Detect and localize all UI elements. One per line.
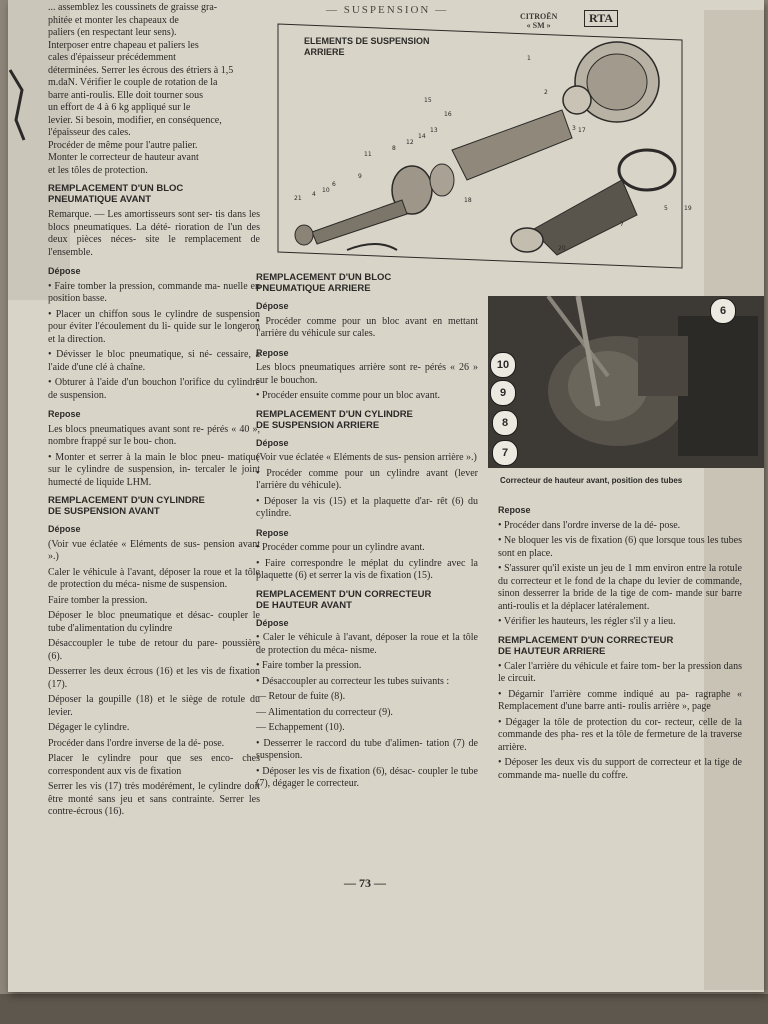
text-line: l'épaisseur des cales. <box>48 127 131 138</box>
margin-drawing-fragment <box>8 60 28 150</box>
right-column <box>498 498 742 785</box>
rta-logo: RTA <box>584 10 618 27</box>
heading-line: DE HAUTEUR AVANT <box>256 599 352 611</box>
step-item: • Désaccoupler au correcteur les tubes suivants : <box>256 675 450 687</box>
running-head: — SUSPENSION — <box>326 4 449 16</box>
left-column <box>48 2 260 822</box>
step-item: Déposer la goupille (18) et le siège de rotule du levier. <box>48 694 260 718</box>
part-number-label: 21 <box>294 195 302 202</box>
figure-title-line: ELEMENTS DE SUSPENSION <box>304 36 430 46</box>
step-item: • Procéder comme pour un bloc avant en mettant l'arrière du véhicule sur cales. <box>256 315 478 339</box>
subheading-repose: Repose <box>498 505 531 515</box>
text-line: m.daN. Vérifier le couple de rotation de la <box>48 77 218 88</box>
heading-line: PNEUMATIQUE ARRIERE <box>256 283 371 294</box>
text-line: paliers (en respectant leur sens). <box>48 27 177 38</box>
text-line: cales d'épaisseur précédemment <box>48 52 176 63</box>
callout-7: 7 <box>492 440 518 466</box>
part-number-label: 6 <box>332 181 336 188</box>
part-number-label: 9 <box>358 173 362 180</box>
section-heading <box>48 183 260 205</box>
step-item: Dégager le cylindre. <box>48 722 130 733</box>
subheading-depose: Dépose <box>48 266 81 276</box>
step-item: (Voir vue éclatée « Eléments de sus- pension avant ».) <box>48 538 260 562</box>
part-number-label: 13 <box>430 127 438 134</box>
step-item: • Caler le véhicule à l'avant, déposer la roue et la tôle de protection du méca- nisme. <box>256 632 478 656</box>
part-number-label: 8 <box>392 145 396 152</box>
heading-line: REMPLACEMENT D'UN CORRECTEUR <box>498 634 674 646</box>
callout-6: 6 <box>710 298 736 324</box>
figure-title <box>304 36 434 58</box>
step-item: Placer le cylindre pour que ses enco- ches correspondent aux vis de fixation <box>48 753 260 777</box>
step-item: (Voir vue éclatée « Eléments de sus- pension arrière ».) <box>256 452 477 463</box>
left-top-paragraph <box>48 2 260 177</box>
remarque-paragraph: Remarque. — Les amortisseurs sont ser- tis dans les blocs pneumatiques. La dété- rioration de l'un des deux pièces néces- site le remplacement de l'ensemble. <box>48 209 260 258</box>
part-number-label: 5 <box>664 205 668 212</box>
heading-line: DE HAUTEUR ARRIERE <box>498 645 606 657</box>
callout-8: 8 <box>492 410 518 436</box>
heading-line: REMPLACEMENT D'UN BLOC <box>48 183 184 194</box>
part-number-label: 18 <box>464 197 472 204</box>
part-number-label: 1 <box>527 55 531 62</box>
step-item: • Desserrer le raccord du tube d'alimen- tation (7) de suspension. <box>256 737 478 761</box>
text-line: Procéder de même pour l'autre palier. <box>48 139 198 151</box>
figure-title-line: ARRIERE <box>304 47 345 57</box>
step-item: • Faire tomber la pression. <box>256 660 362 671</box>
step-item: • Faire correspondre le méplat du cylindre avec la plaquette (6) et serrer la vis de fixation (15). <box>256 557 478 581</box>
text-line: Monter le correcteur de hauteur avant <box>48 152 199 163</box>
heading-line: REMPLACEMENT D'UN CYLINDRE <box>48 495 205 506</box>
part-number-label: 20 <box>558 245 566 252</box>
part-number-label: 3 <box>572 125 576 132</box>
step-item: • Dégarnir l'arrière comme indiqué au pa- ragraphe « Remplacement d'une barre anti- roulis arrière », page <box>498 688 742 712</box>
part-number-label: 16 <box>444 111 452 118</box>
page-number: — 73 — <box>344 876 386 890</box>
step-item: Desserrer les deux écrous (16) et les vis de fixation (17). <box>48 666 260 690</box>
heading-line: REMPLACEMENT D'UN CORRECTEUR <box>256 588 432 600</box>
text-line: phitée et monter les chapeaux de <box>48 14 179 26</box>
step-item: • Procéder ensuite comme pour un bloc avant. <box>256 390 440 401</box>
step-item: • S'assurer qu'il existe un jeu de 1 mm environ entre la rotule du correcteur et le fond de la chape du levier de commande, sinon desserrer la bride de la tige de com- mande sur barre anti-roulis et la déplacer latéralement. <box>498 563 742 612</box>
step-item: • Caler l'arrière du véhicule et faire tom- ber la pression dans le circuit. <box>498 660 742 684</box>
middle-column <box>256 266 478 794</box>
callout-10: 10 <box>490 352 516 378</box>
step-item: • Faire tomber la pression, commande ma- nuelle en position basse. <box>48 280 260 304</box>
corrector-photo <box>488 296 764 468</box>
step-item: • Obturer à l'aide d'un bouchon l'orifice du cylindre de suspension. <box>48 377 260 401</box>
part-number-label: 2 <box>544 89 548 96</box>
step-item: • Procéder dans l'ordre inverse de la dé- pose. <box>498 519 681 531</box>
step-item: • Monter et serrer à la main le bloc pneu- matique sur le cylindre de suspension, in- tercaler le joint humecté de liquide LHM. <box>48 451 260 488</box>
step-item: Déposer le bloc pneumatique et désac- coupler le tube d'alimentation du cylindre <box>48 610 260 634</box>
section-heading <box>256 589 478 611</box>
brand-model: « SM » <box>526 21 551 30</box>
heading-line: REMPLACEMENT D'UN CYLINDRE <box>256 408 413 420</box>
manual-page <box>8 0 764 992</box>
step-item: — Echappement (10). <box>256 722 345 733</box>
brand-line: CITROËN <box>520 12 558 21</box>
subheading-depose: Dépose <box>256 437 289 448</box>
step-item: • Placer un chiffon sous le cylindre de suspension pour éviter l'écoulement du li- quide sur le longeron et la direction. <box>48 308 260 345</box>
text-line: levier. Si besoin, modifier, en conséquence, <box>48 114 222 126</box>
step-item: Serrer les vis (17) très modérément, le cylindre doit être monté sans jeu et sans contrainte. Serrer les contre-écrous (16). <box>48 781 260 817</box>
step-item: • Vérifier les hauteurs, les régler s'il y a lieu. <box>498 616 676 627</box>
part-number-label: 11 <box>364 151 372 158</box>
step-item: • Déposer la vis (15) et la plaquette d'ar- rêt (6) du cylindre. <box>256 495 478 519</box>
step-item: Désaccoupler le tube de retour du pare- poussière (6). <box>48 638 260 662</box>
text-line: ... assemblez les coussinets de graisse gra- <box>48 2 218 13</box>
step-item: Les blocs pneumatiques avant sont re- pérés « 40 », nombre frappé sur le bou- chon. <box>48 423 260 447</box>
step-item: • Dégager la tôle de protection du cor- recteur, celle de la commande des pha- res et la tôle de fermeture de la traverse arrière. <box>498 716 742 753</box>
part-number-label: 14 <box>418 133 426 140</box>
subheading-depose: Dépose <box>256 301 289 311</box>
text-line: et les tôles de protection. <box>48 164 148 176</box>
section-heading <box>48 495 260 517</box>
subheading-depose: Dépose <box>48 524 81 534</box>
subheading-depose: Dépose <box>256 617 289 628</box>
section-heading <box>256 409 478 431</box>
heading-line: DE SUSPENSION ARRIERE <box>256 419 380 431</box>
photo-caption: Correcteur de hauteur avant, position des tubes <box>500 476 683 485</box>
part-number-label: 10 <box>322 187 330 194</box>
part-number-label: 12 <box>406 139 414 146</box>
subheading-repose: Repose <box>256 527 289 538</box>
callout-9: 9 <box>490 380 516 406</box>
section-heading <box>498 635 742 657</box>
part-number-label: 15 <box>424 97 432 104</box>
step-item: — Alimentation du correcteur (9). <box>256 706 393 718</box>
subheading-repose: Repose <box>256 347 289 358</box>
part-number-label: 17 <box>578 127 586 134</box>
step-item: • Procéder comme pour un cylindre avant. <box>256 542 425 553</box>
step-item: • Déposer les vis de fixation (6), désac- coupler le tube (7), dégager le correcteur. <box>256 765 478 789</box>
step-item: • Procéder comme pour un cylindre avant (lever l'arrière du véhicule). <box>256 467 478 491</box>
text-line: barre anti-roulis. Elle doit tourner sous <box>48 89 203 101</box>
text-line: Interposer entre chapeau et paliers les <box>48 39 199 51</box>
heading-line: DE SUSPENSION AVANT <box>48 506 160 517</box>
desk-background <box>0 994 768 1024</box>
step-item: Caler le véhicule à l'avant, déposer la roue et la tôle de protection du méca- nisme de suspension. <box>48 566 260 590</box>
part-number-label: 7 <box>620 221 624 228</box>
text-line: un effort de 4 à 6 kg appliqué sur le <box>48 102 191 113</box>
step-item: — Retour de fuite (8). <box>256 691 346 702</box>
section-heading <box>256 272 478 294</box>
step-item: • Ne bloquer les vis de fixation (6) que lorsque tous les tubes sont en place. <box>498 535 742 559</box>
heading-line: REMPLACEMENT D'UN BLOC <box>256 272 392 283</box>
text-line: déterminées. Serrer les écrous des étriers à 1,5 <box>48 64 234 76</box>
step-item: • Déposer les deux vis du support de correcteur et la tige de commande ma- nuelle du coffre. <box>498 757 742 781</box>
part-number-label: 4 <box>312 191 316 198</box>
step-item: Procéder dans l'ordre inverse de la dé- pose. <box>48 737 225 749</box>
heading-line: PNEUMATIQUE AVANT <box>48 194 152 205</box>
part-number-label: 19 <box>684 205 692 212</box>
subheading-repose: Repose <box>48 409 81 419</box>
step-item: Faire tomber la pression. <box>48 594 148 606</box>
step-item: Les blocs pneumatiques arrière sont re- pérés « 26 » sur le bouchon. <box>256 362 478 386</box>
step-item: • Dévisser le bloc pneumatique, si né- cessaire, à l'aide d'une clé à chaîne. <box>48 349 260 373</box>
